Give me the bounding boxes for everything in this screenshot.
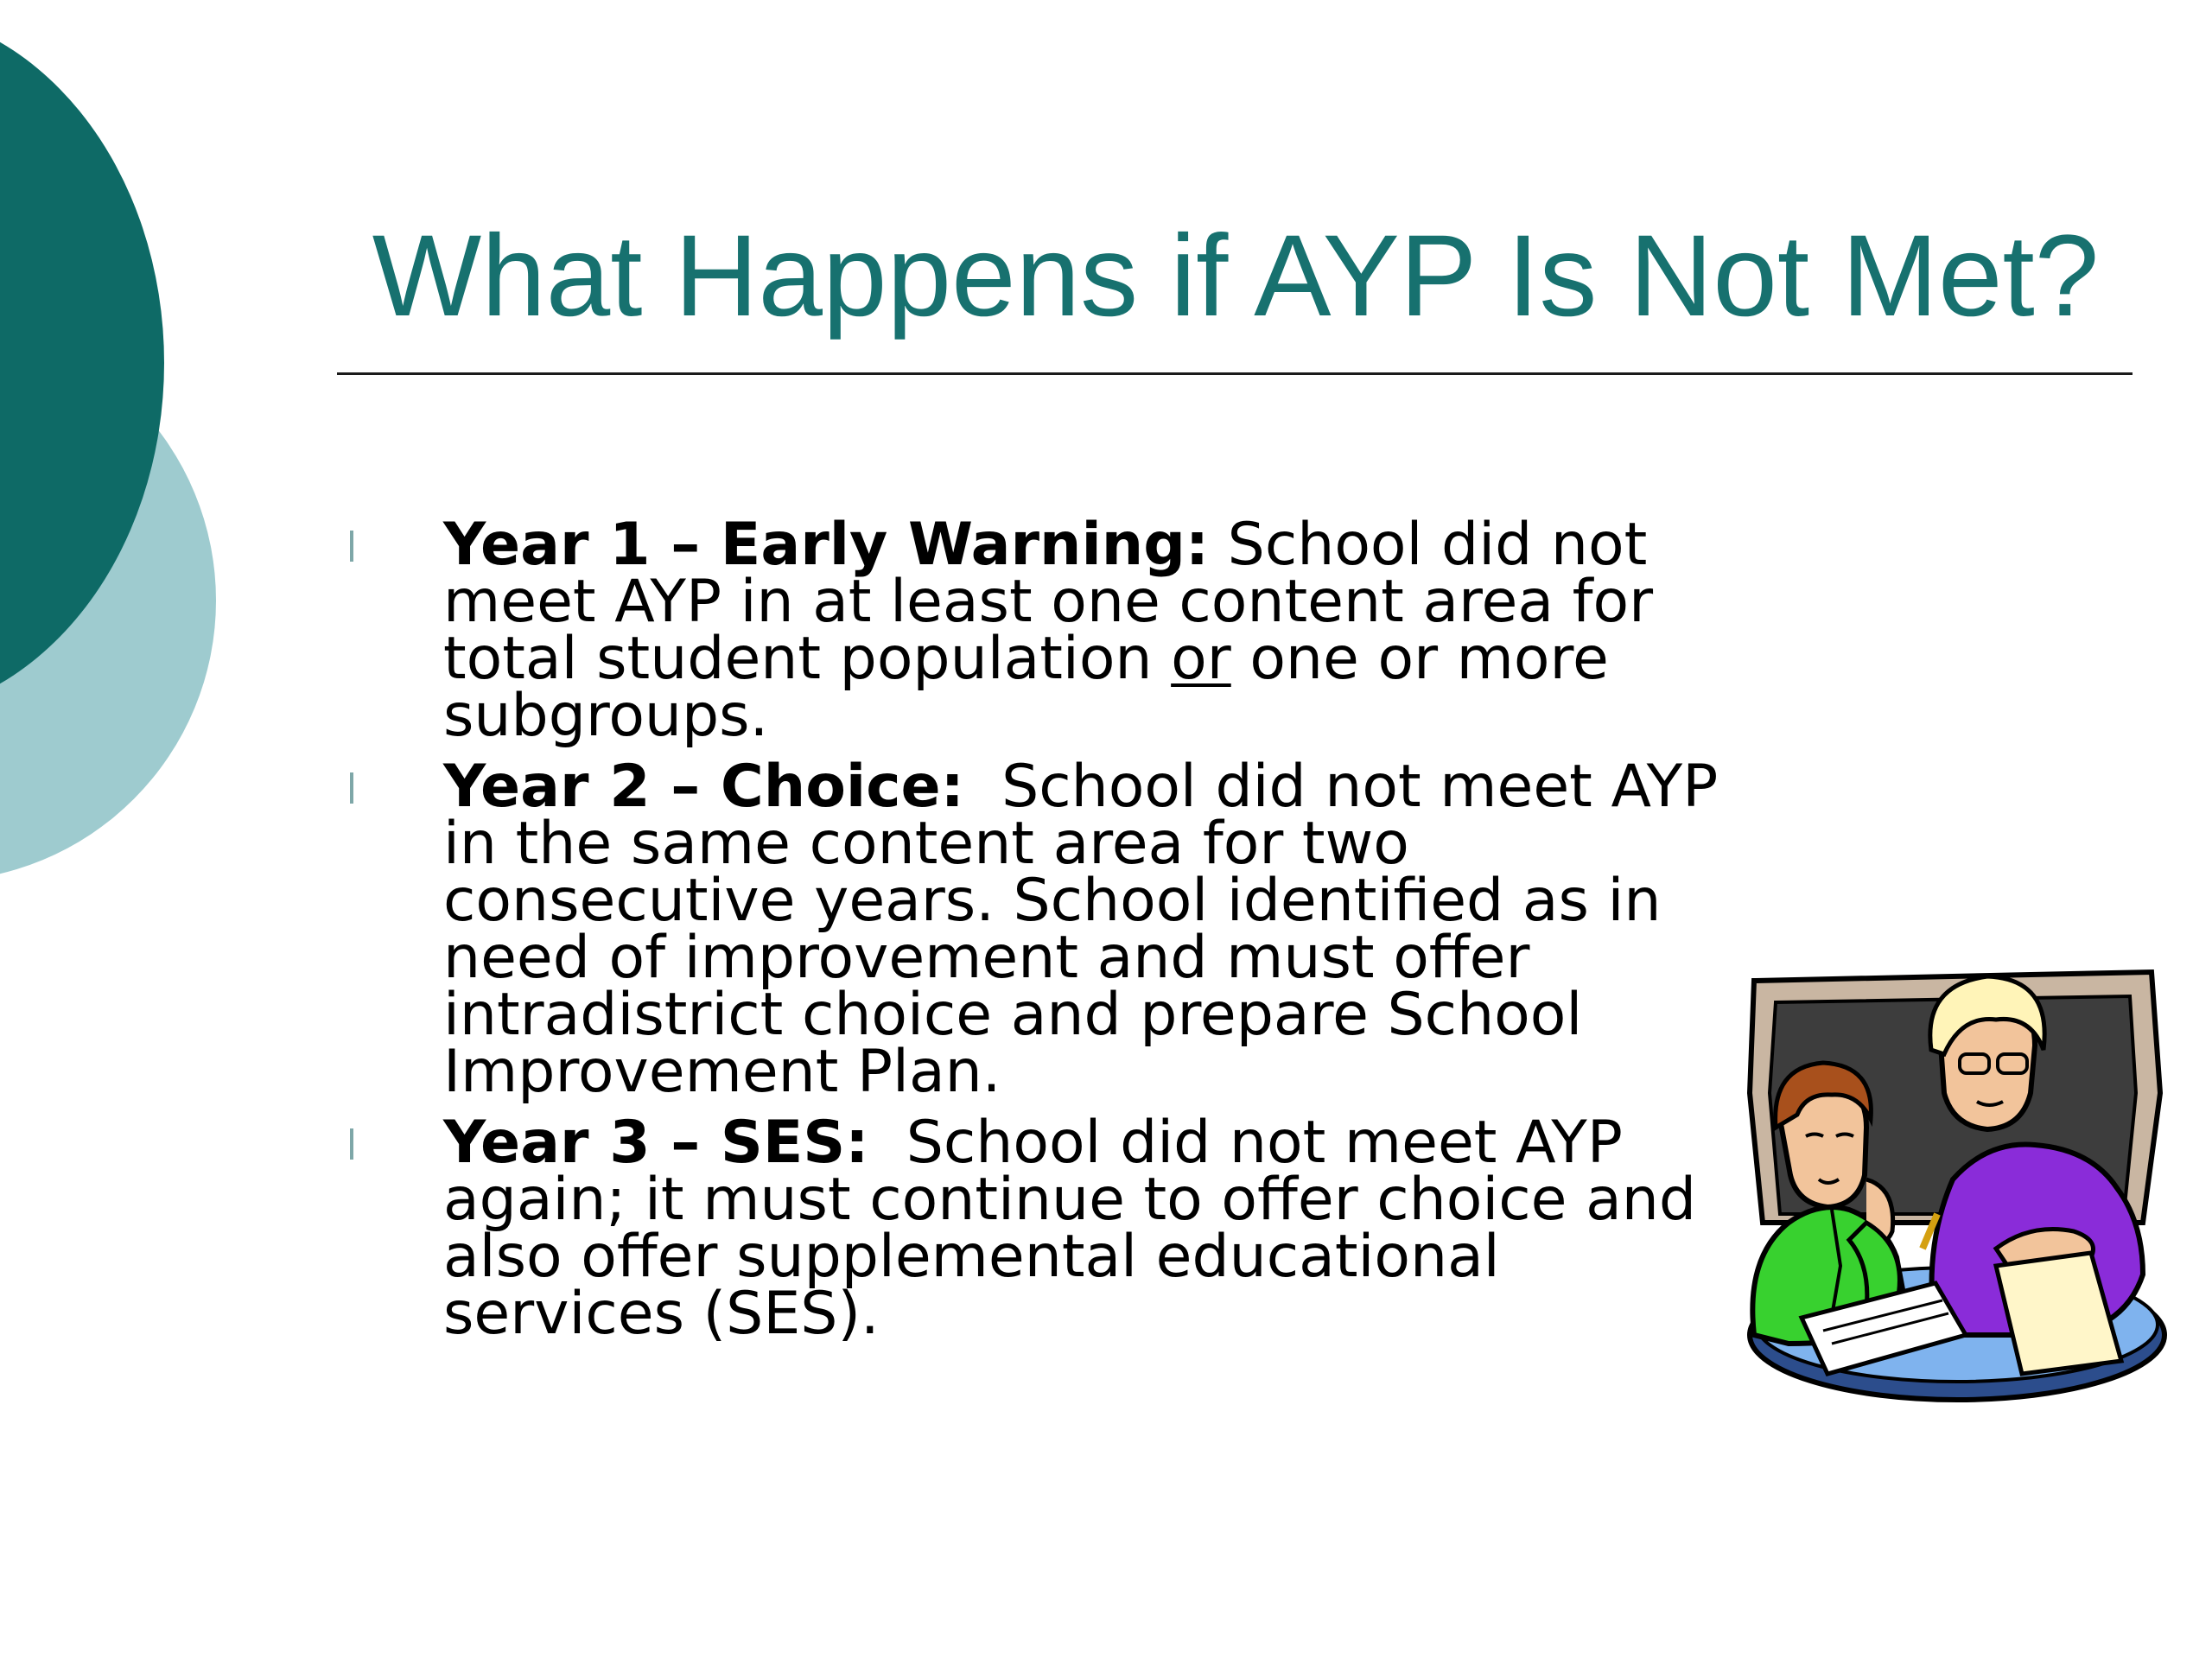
bullet-heading: Year 1 – Early Warning: xyxy=(443,511,1210,579)
bullet-text-end: one or more subgroups. xyxy=(443,625,1609,750)
bullet-list xyxy=(350,511,1758,1357)
bullet-text: School did not meet AYP in at least one content area for total student population xyxy=(443,511,1654,693)
bullet-year-2 xyxy=(350,753,1758,1106)
slide-title: What Happens if AYP Is Not Met? xyxy=(372,212,2100,340)
student-and-teacher-studying-icon xyxy=(1737,963,2177,1421)
bullet-marker xyxy=(350,772,353,804)
bullet-year-1 xyxy=(350,511,1758,750)
bullet-marker xyxy=(350,531,353,562)
bullet-text: School did not meet AYP again; it must continue to offer choice and also offer supplemental educational services (SES). xyxy=(443,1109,1715,1348)
bullet-text: School did not meet AYP in the same content area for two consecutive years. School identified as in need of improvement and must offer intradistrict choice and prepare School Improvement Plan. xyxy=(443,753,1737,1106)
bullet-heading: Year 3 – SES: xyxy=(443,1109,869,1177)
bullet-year-3 xyxy=(350,1109,1758,1348)
underlined-word: or xyxy=(1171,625,1231,693)
bullet-marker xyxy=(350,1128,353,1160)
bullet-heading: Year 2 – Choice: xyxy=(443,753,964,821)
title-divider xyxy=(337,372,2133,375)
